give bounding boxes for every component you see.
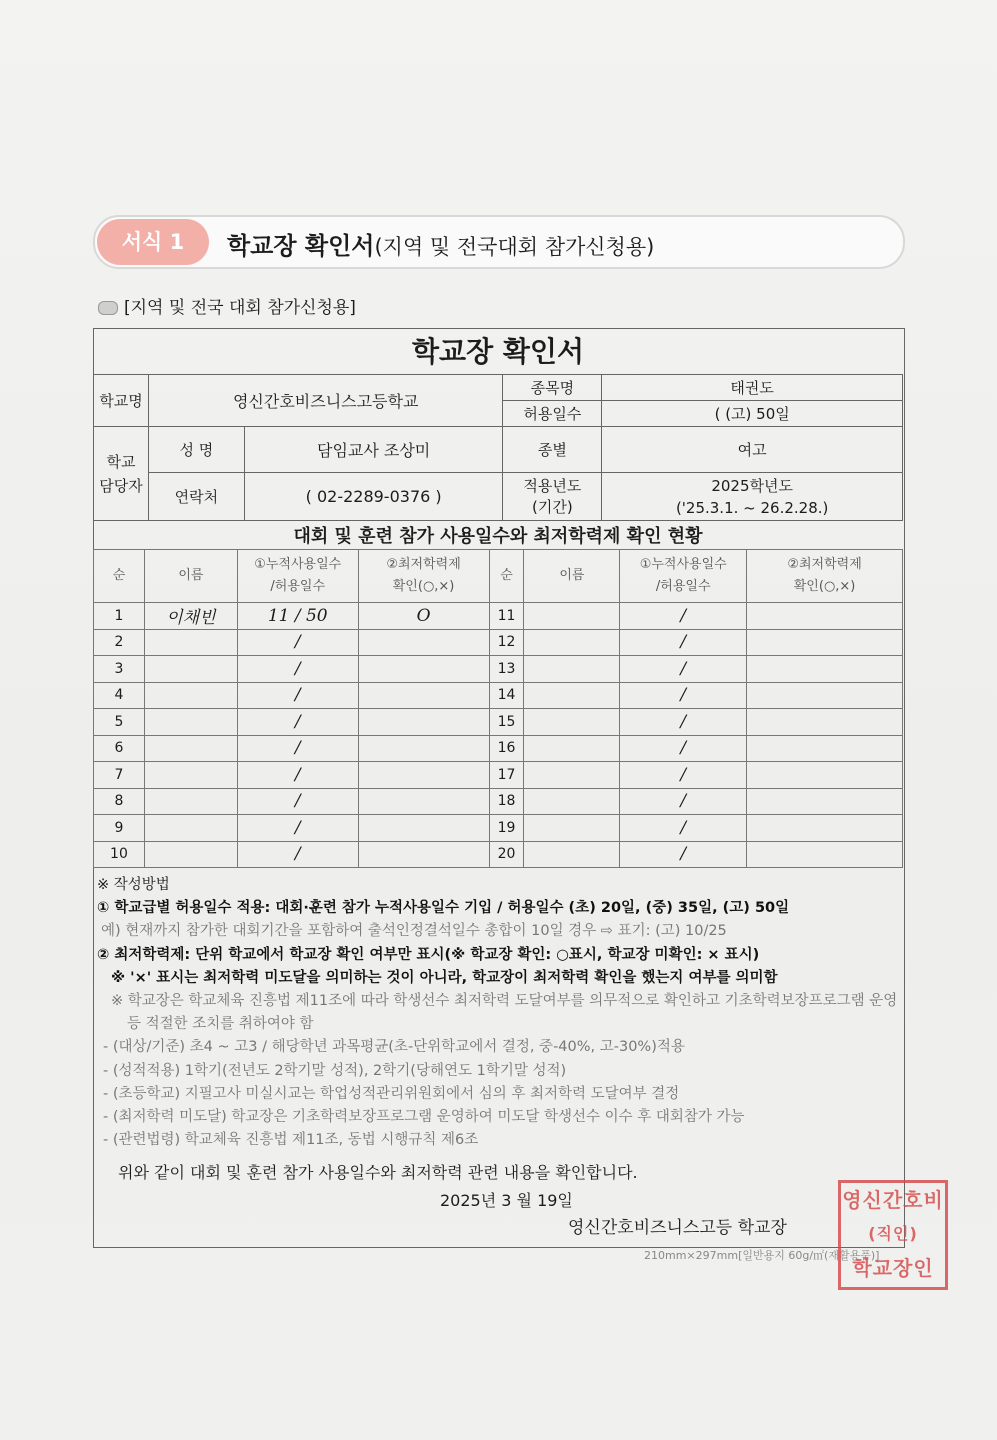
row-min <box>747 603 903 630</box>
row-min <box>358 815 489 842</box>
row-no: 11 <box>489 603 524 630</box>
row-no: 20 <box>489 841 524 868</box>
row-min <box>747 815 903 842</box>
section-title: 대회 및 훈련 참가 사용일수와 최저학력제 확인 현황 <box>293 526 703 547</box>
row-name <box>524 735 620 762</box>
row-name <box>524 841 620 868</box>
form-title-text: 학교장 확인서 <box>227 232 375 260</box>
sign-date: 2025년 3 월 19일 <box>440 1191 573 1210</box>
principal-signature: 영신간호비즈니스고등 학교장 <box>568 1218 787 1238</box>
row-min <box>358 629 489 656</box>
gender-value: 여고 <box>602 427 903 473</box>
header-name: 이름 <box>144 550 237 603</box>
row-days: / <box>237 656 358 683</box>
note-item: ② 최저학력제: 단위 학교에서 학교장 확인 여부만 표시(※ 학교장 확인: ○표시, 학교장 미확인: × 표시) <box>97 946 760 963</box>
row-days: / <box>237 682 358 709</box>
name-label: 성 명 <box>148 427 244 473</box>
row-no: 10 <box>94 841 145 868</box>
note-item: - (관련법령) 학교체육 진흥법 제11조, 동법 시행규칙 제6조 <box>103 1132 479 1149</box>
header-no: 순 <box>94 550 145 603</box>
row-name <box>524 815 620 842</box>
row-min: O <box>358 603 489 630</box>
row-name <box>144 762 237 789</box>
row-min <box>358 762 489 789</box>
row-name <box>524 682 620 709</box>
row-no: 12 <box>489 629 524 656</box>
header-days: ①누적사용일수 /허용일수 <box>237 550 358 603</box>
note-item: - (성적적용) 1학기(전년도 2학기말 성적), 2학기(당해연도 1학기말 성적) <box>103 1062 567 1079</box>
row-days: / <box>620 603 747 630</box>
row-days: / <box>237 788 358 815</box>
row-no: 3 <box>94 656 145 683</box>
form-subheading <box>98 293 356 318</box>
table-row <box>94 788 903 815</box>
row-no: 7 <box>94 762 145 789</box>
row-min <box>358 788 489 815</box>
seal-note: (직인) <box>868 1224 918 1243</box>
row-days: / <box>620 682 747 709</box>
row-days: / <box>237 709 358 736</box>
note-item: ※ 학교장은 학교체육 진흥법 제11조에 따라 학생선수 최저학력 도달여부를 의무적으로 확인하고 기초학력보장프로그램 운영 <box>111 993 898 1010</box>
table-row <box>94 682 903 709</box>
row-name <box>144 815 237 842</box>
row-days: / <box>620 629 747 656</box>
school-name-label: 학교명 <box>94 375 149 427</box>
row-no: 17 <box>489 762 524 789</box>
row-days: / <box>620 762 747 789</box>
header-min: ②최저학력제 확인(○,×) <box>358 550 489 603</box>
row-days: 11 / 50 <box>237 603 358 630</box>
row-name <box>144 735 237 762</box>
row-no: 18 <box>489 788 524 815</box>
table-row <box>94 629 903 656</box>
instructions <box>97 874 902 1152</box>
row-min <box>358 656 489 683</box>
note-item: ① 학교급별 허용일수 적용: 대회·훈련 참가 누적사용일수 기입 / 허용일수 (초) 20일, (중) 35일, (고) 50일 <box>97 900 790 917</box>
subheading-text: [지역 및 전국 대회 참가신청용] <box>124 298 356 318</box>
row-name <box>524 629 620 656</box>
note-item: ※ '×' 표시는 최저학력 미도달을 의미하는 것이 아니라, 학교장이 최저학력 확인을 했는지 여부를 의미함 <box>111 969 778 986</box>
event-label: 종목명 <box>503 375 602 401</box>
note-item: - (대상/기준) 초4 ~ 고3 / 해당학년 과목평균(초-단위학교에서 결정, 중-40%, 고-30%)적용 <box>103 1039 685 1056</box>
row-days: / <box>237 815 358 842</box>
form-number-tag: 서식 1 <box>97 219 209 265</box>
row-name <box>144 788 237 815</box>
usage-grid-table <box>93 549 903 868</box>
document-title: 학교장 확인서 <box>411 335 585 368</box>
school-info-table <box>93 374 903 521</box>
row-min <box>747 762 903 789</box>
note-item: - (최저학력 미도달) 학교장은 기초학력보장프로그램 운영하여 미도달 학생선수 이수 후 대회참가 가능 <box>103 1109 745 1126</box>
row-days: / <box>620 788 747 815</box>
row-no: 14 <box>489 682 524 709</box>
school-name-value: 영신간호비즈니스고등학교 <box>148 375 503 427</box>
row-name <box>144 629 237 656</box>
name-value: 담임교사 조상미 <box>244 427 503 473</box>
table-row <box>94 735 903 762</box>
manager-label: 학교 담당자 <box>94 427 149 521</box>
row-name <box>144 682 237 709</box>
contact-label: 연락처 <box>148 473 244 521</box>
row-no: 8 <box>94 788 145 815</box>
grid-header-row <box>94 550 903 603</box>
row-no: 15 <box>489 709 524 736</box>
row-name <box>524 788 620 815</box>
paper-footnote: 210mm×297mm[일반용지 60g/㎡(재활용품)] <box>644 1249 880 1262</box>
seal-line: 영신간호비 <box>842 1188 944 1212</box>
row-min <box>747 735 903 762</box>
row-days: / <box>620 709 747 736</box>
table-row <box>94 762 903 789</box>
header-days-right: ①누적사용일수 /허용일수 <box>620 550 747 603</box>
row-min <box>747 788 903 815</box>
header-min-right: ②최저학력제 확인(○,×) <box>747 550 903 603</box>
allowed-days-label: 허용일수 <box>503 401 602 427</box>
row-name <box>524 709 620 736</box>
row-min <box>358 735 489 762</box>
form-header-title <box>227 226 654 261</box>
official-seal <box>838 1180 948 1290</box>
row-days: / <box>237 735 358 762</box>
row-no: 6 <box>94 735 145 762</box>
header-no-right: 순 <box>489 550 524 603</box>
row-no: 16 <box>489 735 524 762</box>
header-name-right: 이름 <box>524 550 620 603</box>
row-no: 5 <box>94 709 145 736</box>
row-name <box>144 841 237 868</box>
row-no: 2 <box>94 629 145 656</box>
table-row <box>94 656 903 683</box>
row-no: 1 <box>94 603 145 630</box>
table-row <box>94 603 903 630</box>
row-min <box>747 841 903 868</box>
bullet-icon <box>98 301 118 315</box>
row-days: / <box>620 815 747 842</box>
table-row <box>94 709 903 736</box>
confirmation-text: 위와 같이 대회 및 훈련 참가 사용일수와 최저학력 관련 내용을 확인합니다. <box>118 1163 638 1182</box>
year-label: 적용년도 (기간) <box>503 473 602 521</box>
row-no: 9 <box>94 815 145 842</box>
contact-value: ( 02-2289-0376 ) <box>244 473 503 521</box>
row-name <box>524 762 620 789</box>
seal-line: 학교장인 <box>852 1256 934 1280</box>
row-days: / <box>620 656 747 683</box>
row-min <box>358 841 489 868</box>
note-item: 등 적절한 조치를 취하여야 함 <box>127 1016 314 1033</box>
note-item: 예) 현재까지 참가한 대회기간을 포함하여 출석인정결석일수 총합이 10일 경우 ⇨ 표기: (고) 10/25 <box>101 923 727 940</box>
period-value: ('25.3.1. ~ 26.2.28.) <box>675 498 829 517</box>
row-min <box>358 709 489 736</box>
row-days: / <box>620 841 747 868</box>
row-name <box>524 656 620 683</box>
gender-label: 종별 <box>503 427 602 473</box>
table-row <box>94 841 903 868</box>
row-days: / <box>237 762 358 789</box>
grid-body <box>94 603 903 868</box>
row-name <box>524 603 620 630</box>
row-days: / <box>237 841 358 868</box>
row-min <box>747 629 903 656</box>
row-name: 이채빈 <box>144 603 237 630</box>
note-item: - (초등학교) 지필고사 미실시교는 학업성적관리위원회에서 심의 후 최저학력 도달여부 결정 <box>103 1085 680 1102</box>
row-no: 13 <box>489 656 524 683</box>
year-cell <box>602 473 903 521</box>
year-value: 2025학년도 <box>711 476 793 495</box>
row-min <box>747 682 903 709</box>
note-heading: ※ 작성방법 <box>97 877 170 893</box>
form-title-suffix: (지역 및 전국대회 참가신청용) <box>374 235 655 259</box>
row-name <box>144 656 237 683</box>
row-min <box>358 682 489 709</box>
table-row <box>94 815 903 842</box>
row-min <box>747 656 903 683</box>
event-value: 태권도 <box>602 375 903 401</box>
allowed-days-value: ( (고) 50일 <box>602 401 903 427</box>
row-days: / <box>620 735 747 762</box>
row-days: / <box>237 629 358 656</box>
row-name <box>144 709 237 736</box>
row-no: 4 <box>94 682 145 709</box>
row-no: 19 <box>489 815 524 842</box>
row-min <box>747 709 903 736</box>
